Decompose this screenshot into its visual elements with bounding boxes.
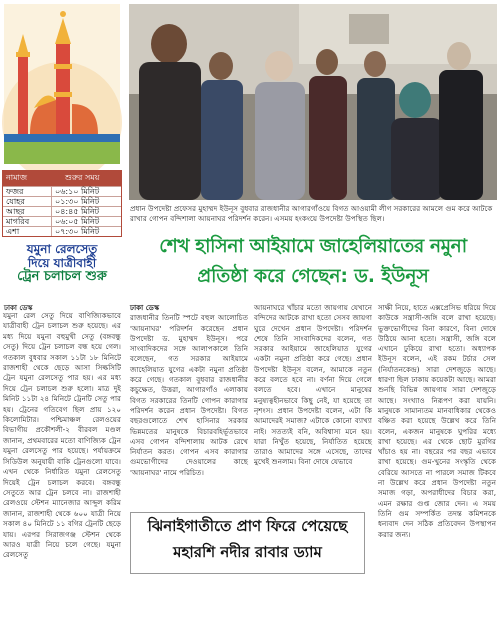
main-headline-line1: শেখ হাসিনা আইয়ামে জাহেলিয়াতের নমুনা <box>159 236 467 257</box>
left-headline-line3: ট্রেন চলাচল শুরু <box>17 269 107 284</box>
prayer-name: আছর <box>6 207 25 216</box>
prayer-table-header <box>3 171 121 186</box>
prayer-time: ০৬:০৫ মিনিট <box>51 217 121 226</box>
second-headline-line2: মহারশি নদীর রাবার ড্যাম <box>173 543 322 561</box>
prayer-times-table <box>2 170 122 237</box>
main-story-dateline: ঢাকা ডেস্ক <box>130 303 160 312</box>
prayer-row <box>3 196 121 206</box>
photo-caption: প্রধান উপদেষ্টা প্রফেসর মুহাম্মদ ইউনূস বুধবার রাজধানীর আগারগাঁওয়ে বিগত আওয়ামী লীগ সরকারের আমলে গুম করে আটকে রাখার গোপন বন্দিশালা আয়নাঘর পরিদর্শন করেন। এসময় হংকংয়ে উপদেষ্টা উপস্থিত ছিল। <box>130 204 493 223</box>
prayer-row <box>3 186 121 196</box>
prayer-row <box>3 216 121 226</box>
prayer-header-time: শুরুর সময় <box>65 173 100 182</box>
prayer-header-name: নামাজ <box>6 173 28 182</box>
prayer-name: এশা <box>6 227 20 236</box>
left-story-body: যমুনা রেল সেতু দিয়ে বাণিজ্যিকভাবে যাত্রীবাহী ট্রেন চলাচল শুরু হয়েছে। এর মধ্য দিয়ে যমুনা বহুমুখী সেতু (বঙ্গবন্ধু সেতু) দিয়ে ট্রেন চলাচল বন্ধ হয়ে গেল। গতকাল বুধবার সকাল ১১টা ১৮ মিনিটে রাজশাহী থেকে ছেড়ে আসা সিল্কসিটি ট্রেন যমুনা রেলসেতু পার হয়। এর মধ্য দিয়ে ট্রেন চলাচল শুরু হলো। মাত্র দুই মিনিট ১১টা ২৪ মিনিটে ট্রেনটি সেতু পার হয়। ট্রেনের গতিবেগ ছিল প্রায় ১২০ কিলোমিটার। পশ্চিমাঞ্চল রেলওয়ের বিভাগীয় প্রকৌশলী-২ বীরবল মণ্ডল জানান, প্রথমবারের মতো বাণিজ্যিক ট্রেন যমুনা রেলসেতু পার হয়েছে। পর্যায়ক্রমে সিডিউল অনুযায়ী বাকি ট্রেনগুলো যাবে। এখন থেকে নির্ধারিত যমুনা রেলসেতু দিয়েই ট্রেন চলাচল করবে। বঙ্গবন্ধু সেতুতে আর ট্রেন চলবে না। রাজশাহী রেলওয়ে স্টেশন ম্যানেজার আব্দুল করিম জানান, রাজশাহী থেকে ৬০০ যাত্রী নিয়ে সকাল ৪০ মিনিটে ১১ বগির ট্রেনটি ছেড়ে যায়। এরপর সিরাজগঞ্জ স্টেশন থেকে আরও যাত্রী নিয়ে চলে গেছে। যমুনা রেলসেতু <box>3 311 121 560</box>
prayer-name: ফজর <box>6 187 24 196</box>
main-story-column-2: আয়নাঘরে খাঁচার মতো জায়গায় যেখানে বন্দিদের আটকে রাখা হতো সেসব জায়গা ঘুরে দেখেন প্রধান উপদেষ্টা। পরিদর্শন শেষে তিনি সাংবাদিকদের বলেন, গত সরকার আইয়ামে জাহেলিয়াত যুগের একটা নমুনা প্রতিষ্ঠা করে গেছে। প্রধান উপদেষ্টা ইউনূস বলেন, আমাকে নতুন করে বলতে হবে না। বর্ণনা দিয়ে গেলে বলতে হবে। এখানে মানুষের মনুষ্যত্বহীনভাবে কিছু নেই, যা হয়েছে তা নৃশংস। প্রধান উপদেষ্টা বলেন, এটা কি আমাদেরই সমাজ? এটাকে কোনো ব্যাখ্যা নাই। সতত্যই বনি, অবিশ্বাস্য মনে হয়। যারা নিখুঁত হয়েছে, নির্যাতিত হয়েছে তারাও আমাদের সঙ্গে এসেছে, তাদের মুখেই শুনলাম। বিনা দোষে যেভাবে <box>254 303 372 467</box>
left-column <box>0 0 124 618</box>
prayer-time: ০৪:৪৫ মিনিট <box>51 207 121 216</box>
left-headline-line1: যমুনা রেলসেতু <box>26 242 98 256</box>
left-story-headline <box>2 242 122 284</box>
second-headline-line1: ঝিনাইগাতীতে প্রাণ ফিরে পেয়েছে <box>147 517 348 535</box>
mosque-illustration <box>4 4 120 164</box>
main-story-col1-text: রাজধানীর তিনটি স্পটে বহুল আলোচিত 'আয়নাঘর' পরিদর্শন করেছেন প্রধান উপদেষ্টা ড. মুহাম্মদ ইউনূস। পরে সাংবাদিকদের সঙ্গে আলাপকালে তিনি বলেছেন, গত সরকার আইয়ামে জাহেলিয়াত যুগের একটা নমুনা প্রতিষ্ঠা করে গেছে। গতকাল বুধবার রাজধানীর কচুক্ষেত, উত্তরা, আগারগাঁও এলাকায় বিগত সরকারের তিনটি গোপন কারাগার পরিদর্শন করেন প্রধান উপদেষ্টা। বিগত বছরগুলোতে শেখ হাসিনার সরকার ভিন্নমতের মানুষকে বিচারবহির্ভূতভাবে এসব গোপন বন্দিশালায় আটক রেখে নির্যাতন করত। গোপন এসব কারাগার গুমভোগীদের দেওয়ালের কাছে 'আয়নাঘর' নামে পরিচিত। <box>130 313 248 477</box>
prayer-name: যোহর <box>6 197 25 206</box>
prayer-row <box>3 226 121 236</box>
main-story-column-3: সাক্ষী নিয়ে, হাতে এক্সপ্রেসিভ ধরিয়ে দিয়ে কাউকে সন্ত্রাসী-জঙ্গি বলে রাখা হয়েছে। ভুক্তভোগীদের বিনা কারণে, বিনা দোষে উঠিয়ে আনা হতো। সন্ত্রাসী, জঙ্গি বলে এখানে ঢুকিয়ে রাখা হতো। অধ্যাপক ইউনূস বলেন, এই রকম টর্চার সেল (নির্যাতনকেন্দ্র) সারা দেশজুড়ে আছে। ধারণা ছিল ঢাকায় কয়েকটা আছে। আমরা শুনছি বিভিন্ন জায়গায় সারা দেশজুড়ে আছে। সংখ্যাও নিরূপণ করা যায়নি। মানুষকে সামান্যতম মানবাধিকার থেকেও বঞ্চিত করা হয়েছে উল্লেখ করে তিনি বলেন, একজন মানুষকে ঘুপরির মধ্যে রাখা হয়েছে। এর থেকে ছোট মুরগির খাঁচাও হয় না। বছরের পর বছর এভাবে রাখা হয়েছে। গুম-খুনের সংস্কৃতি থেকে বেরিয়ে আসতে না পারলে সমাজ টিকবে না উল্লেখ করে প্রধান উপদেষ্টা নতুন সমাজ গড়া, অপরাধীদের বিচার করা, এমন রক্ষার গুপ্ত জোর দেন। এ সময় তিনি গুম সম্পর্কিত তদন্ত কমিশনকে ধন্যবাদ দেন সঠিক প্রতিবেদন উপস্থাপন করার জন্য। <box>378 303 496 539</box>
prayer-name: মাগরিব <box>6 217 30 226</box>
prayer-time: ০১:৩০ মিনিট <box>51 197 121 206</box>
news-photo <box>129 4 497 200</box>
main-headline-line2: প্রতিষ্ঠা করে গেছেন: ড. ইউনূস <box>197 266 429 287</box>
left-headline-line2: দিয়ে যাত্রীবাহী <box>27 256 97 270</box>
main-story-column-1 <box>130 303 248 505</box>
prayer-row <box>3 206 121 216</box>
prayer-time: ০৬:১০ মিনিট <box>51 187 121 196</box>
second-story-headline <box>130 512 365 574</box>
prayer-time: ০৭:৩০ মিনিট <box>51 227 121 236</box>
main-headline <box>130 232 496 292</box>
left-story-dateline: ঢাকা ডেস্ক <box>4 304 33 312</box>
